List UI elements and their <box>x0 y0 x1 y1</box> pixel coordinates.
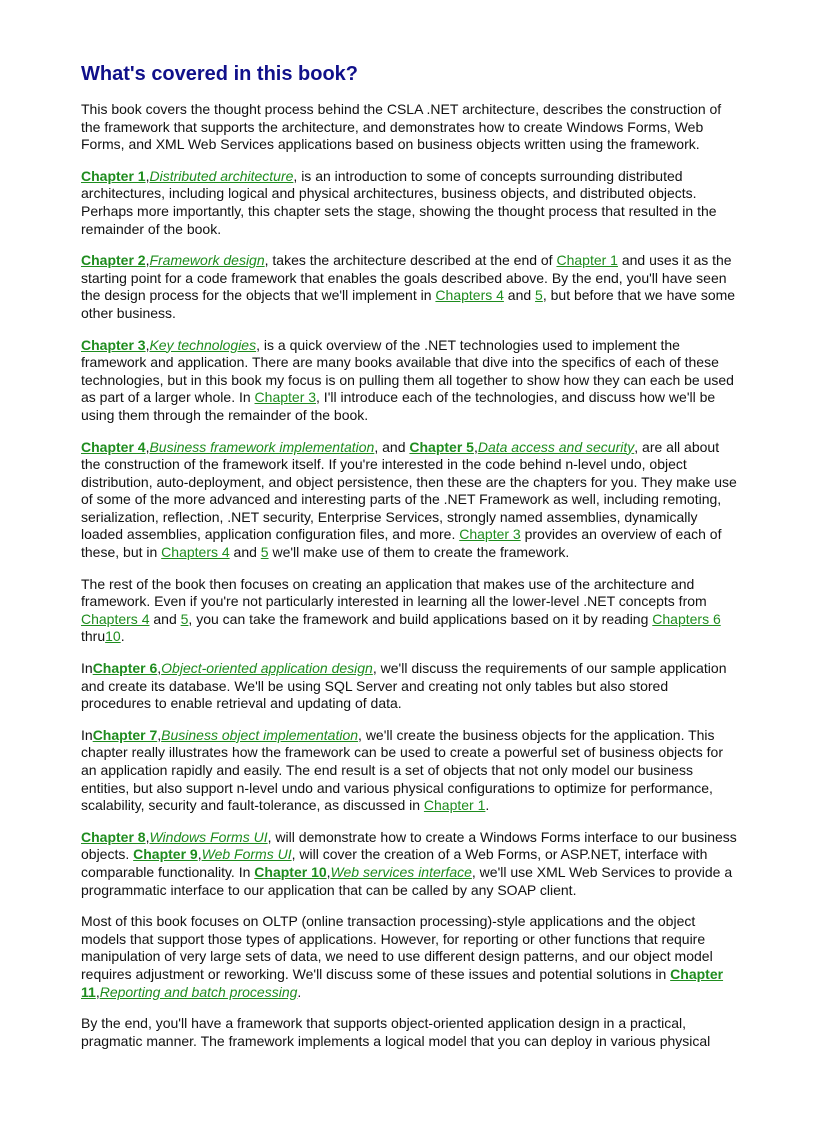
chapter-4-5-text: we'll make use of them to create the framework. <box>268 544 570 561</box>
chapter-6-link[interactable]: Chapter 6 <box>92 660 158 677</box>
chapter-4-5-text: and <box>229 544 261 561</box>
intro-paragraph: This book covers the thought process behind the CSLA .NET architecture, describes the construction of the framework that supports the architecture, and demonstrates how to create Windows Forms, Web Forms, and XML Web Services applications based on business objects written using the framework. <box>81 101 722 153</box>
chapter-4-5-text: provides an overview of each of these, but in <box>81 526 722 561</box>
chapter-5-link[interactable]: Chapter 5 <box>409 438 474 455</box>
chapter-4-5-paragraph: Chapter 4,Business framework implementation, and Chapter 5,Data access and security, are all about the construction of the framework itself. If you're interested in the code behind n-level undo, object distribution, auto-deployment, and object persistence, then these are the chapters for you. They make use of some of the more advanced and interesting parts of the .NET Framework as well, including remoting, serialization, reflection, .NET security, Enterprise Services, strongly named assemblies, dynamically loaded assemblies, application configuration files, and more. Chapter 3 provides an overview of each of these, but in Chapters 4 and 5 we'll make use of them to create the framework. <box>81 438 737 561</box>
rest-text: and <box>149 610 181 627</box>
chapter-6-prefix: In <box>81 660 93 677</box>
rest-text: thru <box>81 628 106 645</box>
chapter-3-text: , is a quick overview of the .NET technologies used to implement the framework and application. There are many books available that dive into the specifics of each of these technologies, but in this book my focus is on pulling them all together to show how they can each be used as part of a larger whole. In <box>81 336 734 406</box>
oltp-text: Most of this book focuses on OLTP (online transaction processing)-style applications and the object models that support those types of applications. However, for reporting or other functions that require manipulation of very large sets of data, we need to use different design patterns, and our object model requires adjustment or reworking. We'll discuss some of these issues and potential solutions in <box>81 913 713 982</box>
page-title: What's covered in this book? <box>81 63 359 85</box>
chapter-6-text: , we'll discuss the requirements of our sample application and create its database. We'll be using SQL Server and creating not only tables but also stored procedures to enable retrieval and updating of data. <box>81 660 727 712</box>
chapter-5-ref-link[interactable]: 5 <box>535 287 543 304</box>
chapter-3-text: , I'll introduce each of the technologies, and discuss how we'll be using them through the remainder of the book. <box>81 389 716 423</box>
chapter-7-prefix: In <box>81 726 93 743</box>
chapter-8-text: , will demonstrate how to create a Windows Forms interface to our business objects. <box>81 828 737 863</box>
chapter-2-title-link[interactable]: Framework design <box>149 252 265 269</box>
chapter-5-title-link[interactable]: Data access and security <box>477 438 635 455</box>
chapter-3-title-link[interactable]: Key technologies <box>149 336 257 353</box>
chapter-9-link[interactable]: Chapter 9 <box>133 846 198 863</box>
rest-text: The rest of the book then focuses on creating an application that makes use of the architecture and framework. Even if you're not particularly interested in learning all the lower-level .NET concepts from <box>81 575 707 610</box>
chapter-2-paragraph: Chapter 2,Framework design, takes the architecture described at the end of Chapter 1 and uses it as the starting point for a code framework that enables the goals described above. By the end, you'll have seen the design process for the objects that we'll implement in Chapters 4 and 5, but before that we have some other business. <box>81 252 736 321</box>
chapter-10-link[interactable]: Chapter 10 <box>254 863 327 880</box>
chapter-2-text: and uses it as the starting point for a code framework that enables the goals described above. By the end, you'll have seen the design process for the objects that we'll implement in <box>81 252 732 304</box>
closing-paragraph: By the end, you'll have a framework that supports object-oriented application design in a practical, pragmatic manner. The framework implements a logical model that you can deploy in various physical <box>81 1015 711 1049</box>
chapter-3-paragraph: Chapter 3,Key technologies, is a quick overview of the .NET technologies used to implement the framework and application. There are many books available that dive into the specifics of each of these technologies, but in this book my focus is on pulling them all together to show how they can each be used as part of a larger whole. In Chapter 3, I'll introduce each of the technologies, and discuss how we'll be using them through the remainder of the book. <box>81 336 734 423</box>
chapter-3-ref-link[interactable]: Chapter 3 <box>254 389 317 406</box>
oltp-text: . <box>297 983 302 1000</box>
chapters-4-ref-link[interactable]: Chapters 4 <box>161 544 230 561</box>
chapter-9-text: , will cover the creation of a Web Forms, or ASP.NET, interface with comparable functionality. In <box>81 846 708 880</box>
chapter-8-link[interactable]: Chapter 8 <box>81 828 146 845</box>
chapter-4-title-link[interactable]: Business framework implementation <box>149 438 375 455</box>
chapter-6-title-link[interactable]: Object-oriented application design <box>161 660 373 677</box>
chapter-1-link[interactable]: Chapter 1 <box>81 167 146 184</box>
chapter-1-text: , is an introduction to some of concepts surrounding distributed architectures, including logical and physical architectures, business objects, and distributed objects. Perhaps more importantly, this chapter sets the stage, showing the thought process that resulted in the remainder of the book. <box>81 167 717 237</box>
chapters-4-ref-link[interactable]: Chapters 4 <box>81 610 150 627</box>
rest-text: , you can take the framework and build applications based on it by reading <box>188 610 653 627</box>
chapter-5-ref-link[interactable]: 5 <box>180 610 189 627</box>
chapter-8-title-link[interactable]: Windows Forms UI <box>149 828 268 845</box>
rest-of-book-paragraph <box>81 576 741 646</box>
chapter-3-link[interactable]: Chapter 3 <box>81 336 146 353</box>
chapter-7-link[interactable]: Chapter 7 <box>92 726 158 743</box>
rest-text: . <box>120 628 125 645</box>
chapters-6-ref-link[interactable]: Chapters 6 <box>652 610 721 627</box>
chapter-1-title-link[interactable]: Distributed architecture <box>149 167 294 184</box>
chapter-10-ref-link[interactable]: 10 <box>105 628 121 645</box>
oltp-paragraph: Most of this book focuses on OLTP (online transaction processing)-style applications and the object models that support those types of applications. However, for reporting or other functions that require manipulation of very large sets of data, we need to use different design patterns, and our object model requires adjustment or reworking. We'll discuss some of these issues and potential solutions in Chapter 11,Reporting and batch processing. <box>81 913 724 1000</box>
chapter-9-title-link[interactable]: Web Forms UI <box>201 846 292 863</box>
chapter-10-text: , we'll use XML Web Services to provide a programmatic interface to our application that can be called by any SOAP client. <box>81 863 733 898</box>
chapter-11-title-link[interactable]: Reporting and batch processing <box>99 983 298 1000</box>
chapter-4-5-text: , and <box>374 438 410 455</box>
chapter-8-10-paragraph: Chapter 8,Windows Forms UI, will demonstrate how to create a Windows Forms interface to our business objects. Chapter 9,Web Forms UI, will cover the creation of a Web Forms, or ASP.NET, interface with comparable functionality. In Chapter 10,Web services interface, we'll use XML Web Services to provide a programmatic interface to our application that can be called by any SOAP client. <box>81 828 737 898</box>
chapter-11-link[interactable]: Chapter 11 <box>81 965 724 1000</box>
chapter-7-title-link[interactable]: Business object implementation <box>161 726 359 743</box>
chapter-4-5-text: , are all about the construction of the framework itself. If you're interested in the code behind n-level undo, object distribution, auto-deployment, and object persistence, then these are the chapters for you. They make use of some of the more advanced and interesting parts of the .NET Framework as well, including remoting, serialization, reflection, .NET security, Enterprise Services, strongly named assemblies, dynamically loaded assemblies, application configuration files, and more. <box>81 438 737 543</box>
chapter-7-text: , we'll create the business objects for the application. This chapter really illustrates how the framework can be used to create a powerful set of business objects for an application rapidly and easily. The end result is a set of objects that not only model our business entities, but also support n-level undo and various physical configurations to optimize for performance, scalability, security and fault-tolerance, as discussed in <box>81 726 723 814</box>
chapter-2-text: , but before that we have some other business. <box>81 287 736 321</box>
chapter-1-ref-link[interactable]: Chapter 1 <box>556 252 618 269</box>
chapter-2-link[interactable]: Chapter 2 <box>81 252 146 269</box>
chapter-4-link[interactable]: Chapter 4 <box>81 438 146 455</box>
chapter-10-title-link[interactable]: Web services interface <box>330 863 472 880</box>
chapter-3-ref-link[interactable]: Chapter 3 <box>459 526 521 543</box>
chapter-1-ref-link[interactable]: Chapter 1 <box>423 797 486 814</box>
chapter-7-text: . <box>485 797 490 814</box>
document-page <box>81 62 741 1064</box>
chapter-2-text: and <box>503 287 536 304</box>
chapter-5-ref-link[interactable]: 5 <box>260 544 269 561</box>
chapter-7-paragraph: InChapter 7,Business object implementation, we'll create the business objects for the application. This chapter really illustrates how the framework can be used to create a powerful set of business objects for an application rapidly and easily. The end result is a set of objects that not only model our business entities, but also support n-level undo and various physical configurations to optimize for performance, scalability, security and fault-tolerance, as discussed in Chapter 1. <box>81 726 723 814</box>
chapter-2-text: , takes the architecture described at the end of <box>264 252 557 269</box>
chapter-6-paragraph: InChapter 6,Object-oriented application design, we'll discuss the requirements of our sample application and create its database. We'll be using SQL Server and creating not only tables but also stored procedures to enable retrieval and updating of data. <box>81 660 727 712</box>
chapter-1-paragraph: Chapter 1,Distributed architecture, is an introduction to some of concepts surrounding distributed architectures, including logical and physical architectures, business objects, and distributed objects. Perhaps more importantly, this chapter sets the stage, showing the thought process that resulted in the remainder of the book. <box>81 167 717 237</box>
chapters-4-ref-link[interactable]: Chapters 4 <box>435 287 504 304</box>
